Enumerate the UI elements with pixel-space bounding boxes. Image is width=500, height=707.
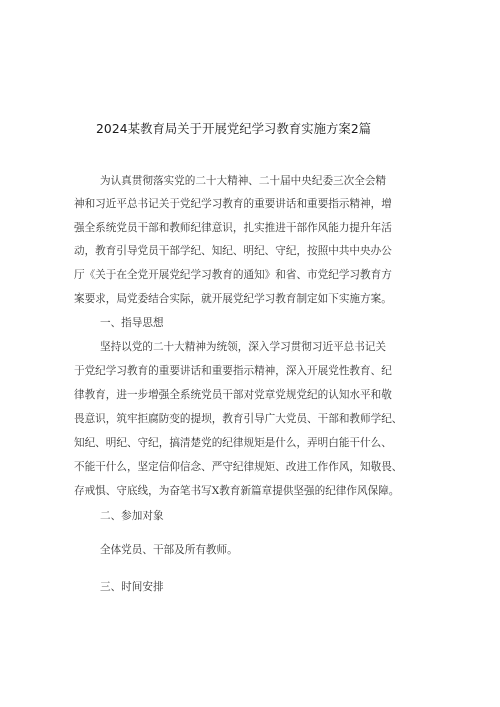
section1-line-4: 畏意识，筑牢拒腐防变的提坝，教育引导广大党员、干部和教师学纪、	[74, 413, 403, 425]
section1-line-5: 知纪、明纪、守纪，搞清楚党的纪律规矩是什么，弄明白能干什么、	[74, 437, 392, 449]
intro-line-1: 为认真贯彻落实党的二十大精神、二十届中央纪委三次全会精	[100, 175, 387, 187]
section1-heading: 一、指导思想	[100, 317, 164, 329]
section2-text: 全体党员、干部及所有教师。	[100, 544, 238, 556]
intro-line-2: 神和习近平总书记关于党纪学习教育的重要讲话和重要指示精神，增	[74, 198, 392, 210]
section1-line-3: 律教育，进一步增强全系统党员干部对党章党规党纪的认知水平和敬	[74, 389, 392, 401]
intro-line-6: 案要求，局党委结合实际，就开展党纪学习教育制定如下实施方案。	[74, 293, 392, 305]
section1-line-7: 存戒惧、守底线，为奋笔书写X教育新篇章提供坚强的纪律作风保障。	[74, 485, 400, 497]
section2-heading: 二、参加对象	[100, 510, 164, 522]
intro-line-4: 动，教育引导党员干部学纪、知纪、明纪、守纪，按照中共中央办公	[74, 245, 392, 257]
intro-line-5: 厅《关于在全党开展党纪学习教育的通知》和省、市党纪学习教育方	[74, 269, 392, 281]
section1-line-6: 不能干什么，坚定信仰信念、严守纪律规矩、改进工作作风，知敬畏、	[74, 461, 403, 473]
section3-heading: 三、时间安排	[100, 581, 164, 593]
document-title: 2024某教育局关于开展党纪学习教育实施方案2篇	[96, 122, 372, 136]
section1-line-2: 于党纪学习教育的重要讲话和重要指示精神，深入开展党性教育、纪	[74, 365, 392, 377]
section1-line-1: 坚持以党的二十大精神为统领，深入学习贯彻习近平总书记关	[100, 341, 387, 353]
intro-line-3: 强全系统党员干部和教师纪律意识，扎实推进干部作风能力提升年活	[74, 222, 392, 234]
